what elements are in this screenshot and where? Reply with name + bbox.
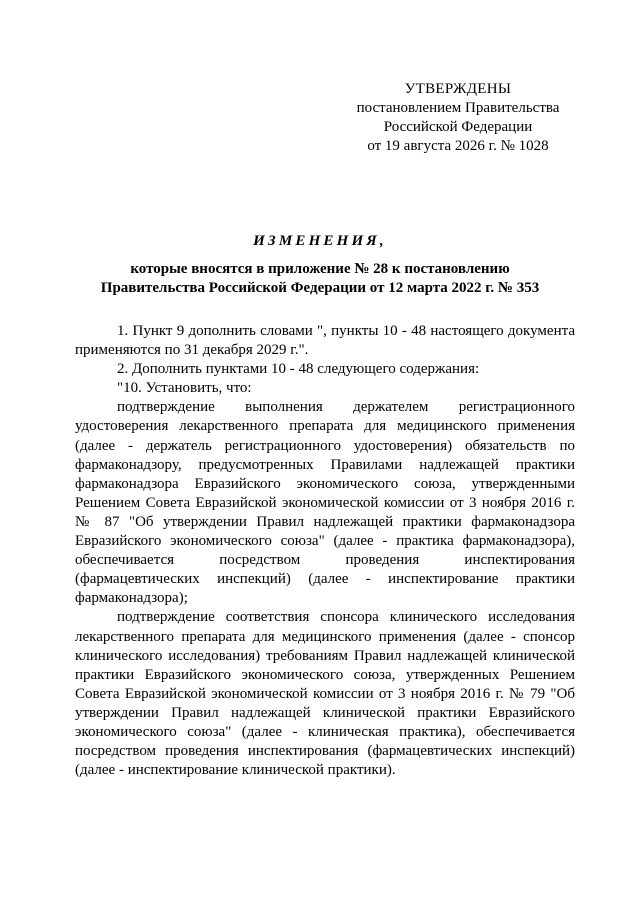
approval-line: Российской Федерации [383, 119, 533, 135]
paragraph: "10. Установить, что: [117, 380, 252, 397]
title-main: ИЗМЕНЕНИЯ, [253, 233, 387, 249]
approval-line: постановлением Правительства [356, 100, 560, 116]
title-line: Правительства Российской Федерации от 12 марта 2022 г. № 353 [100, 280, 540, 296]
paragraph: подтверждение соответствия спонсора клинического исследования лекарственного препарата для медицинского применения (далее - спонсор клинического исследования) требованиям Правил надлежащей клинической практики Евразийского экономического союза, утвержденных Решением Совета Евразийской экономической комиссии от 3 ноября 2016 г. № 79 "Об утверждении Правил надлежащей клинической практики Евразийского экономического союза" (далее - клиническая практика), обеспечивается посредством проведения инспектирования (фармацевтических инспекций) (далее - инспектирование клинической практики). [75, 609, 575, 779]
document-body [75, 322, 575, 780]
approval-stamp [330, 80, 586, 156]
approval-line: от 19 августа 2026 г. № 1028 [367, 138, 549, 154]
document-title [60, 232, 580, 298]
paragraph: 1. Пункт 9 дополнить словами ", пункты 10 - 48 настоящего документа применяются по 31 декабря 2029 г.". [75, 323, 575, 359]
approval-heading: УТВЕРЖДЕНЫ [404, 81, 512, 97]
paragraph: 2. Дополнить пунктами 10 - 48 следующего содержания: [117, 361, 480, 378]
title-line: которые вносятся в приложение № 28 к постановлению [130, 261, 510, 277]
paragraph: подтверждение выполнения держателем регистрационного удостоверения лекарственного препарата для медицинского применения (далее - держатель регистрационного удостоверения) обязательств по фармаконадзору, предусмотренных Правилами надлежащей практики фармаконадзора Евразийского экономического союза, утвержденными Решением Совета Евразийской экономической комиссии от 3 ноября 2016 г. № 87 "Об утверждении Правил надлежащей практики фармаконадзора Евразийского экономического союза" (далее - практика фармаконадзора), обеспечивается посредством проведения инспектирования (фармацевтических инспекций) (далее - инспектирование практики фармаконадзора); [75, 399, 575, 607]
